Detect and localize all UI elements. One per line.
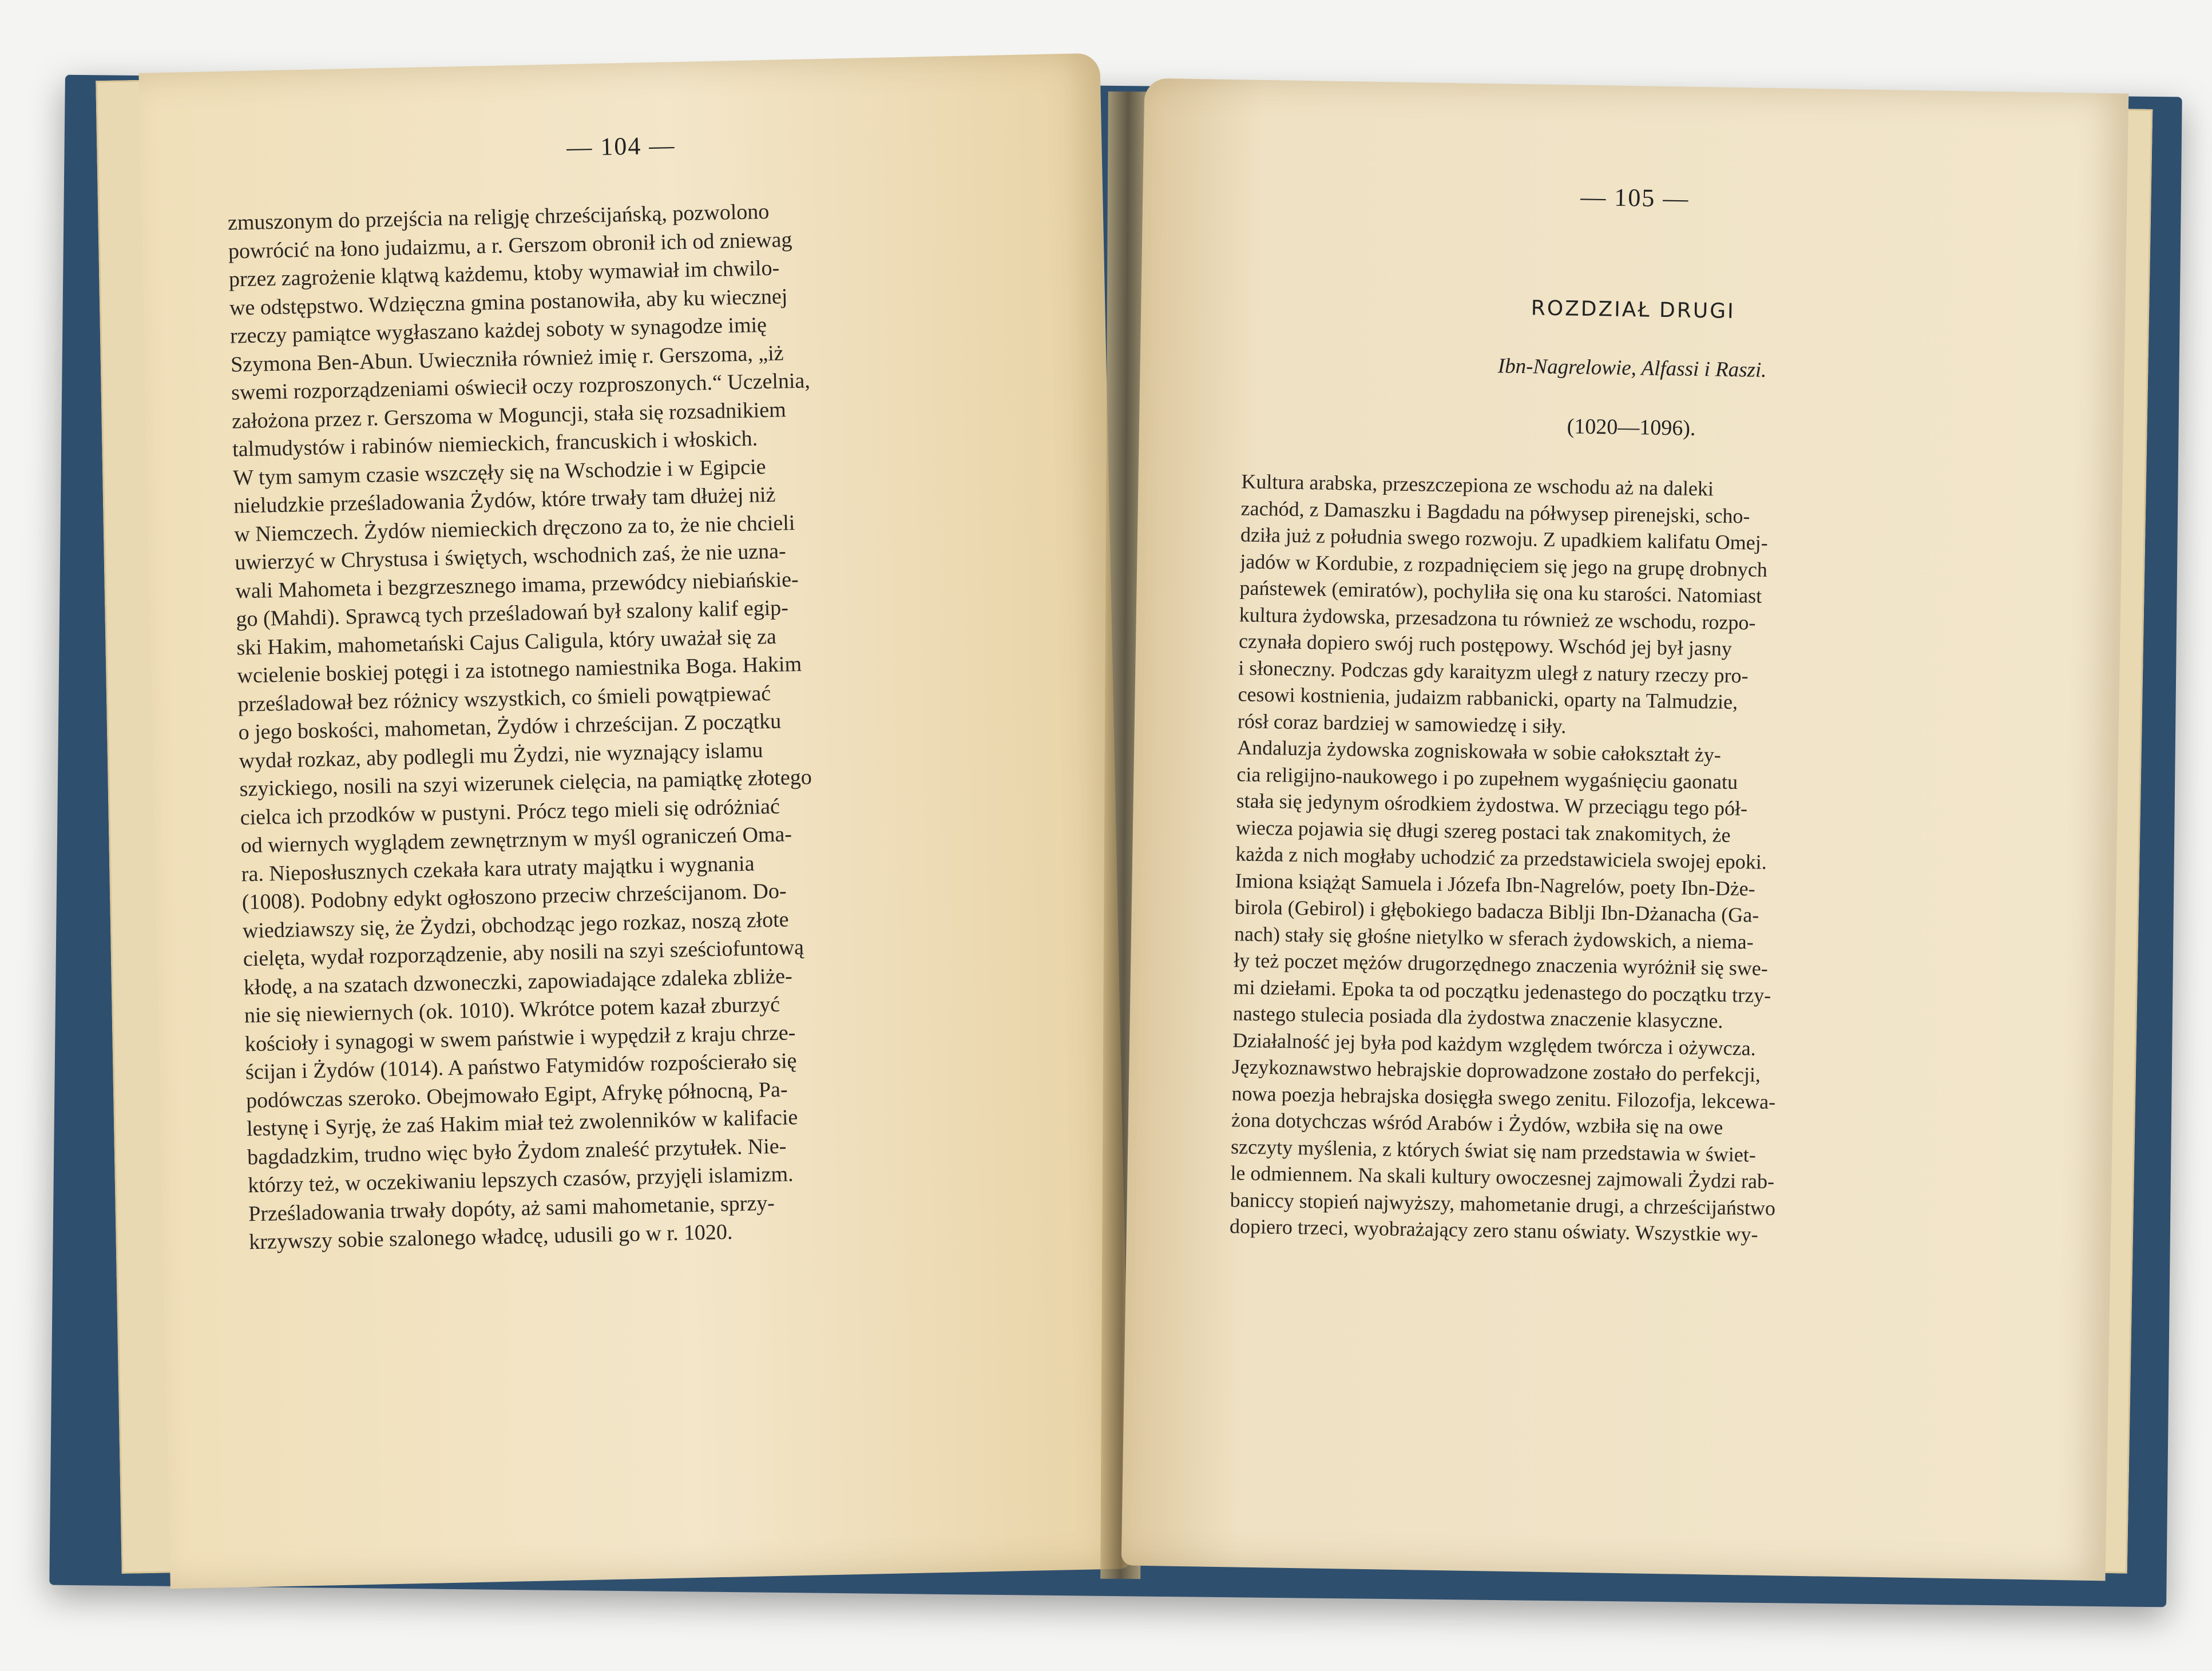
text-line: czynała dopiero swój ruch postępowy. Wschód jej był jasny: [1238, 629, 1733, 660]
text-line: Szymona Ben-Abun. Uwieczniła również imię r. Gerszoma, „iż: [230, 340, 784, 377]
text-line: rzeczy pamiątce wygłaszano każdej soboty w synagodze imię: [229, 312, 767, 348]
text-line: Działalność jej była pod każdym względem twórcza i ożywcza.: [1232, 1028, 1756, 1060]
text-line: cielca ich przodków w pustyni. Prócz tego mieli się odróżniać: [240, 794, 780, 829]
text-line: i słoneczny. Podczas gdy karaityzm uległ z natury rzeczy pro-: [1238, 656, 1749, 687]
text-line: ły też poczet mężów drugorzędnego znaczenia wyróżnił się swe-: [1234, 948, 1769, 980]
text-line: (1008). Podobny edykt ogłoszono przeciw chrześcijanom. Do-: [241, 879, 787, 915]
text-line: we odstępstwo. Wdzięczna gmina postanowiła, aby ku wiecznej: [229, 284, 788, 320]
text-line: wcielenie boskiej potęgi i za istotnego namiestnika Boga. Hakim: [237, 652, 802, 688]
text-line: swemi rozporządzeniami oświecił oczy rozproszonych.“ Uczelnia,: [231, 368, 811, 405]
text-line: nastego stulecia posiada dla żydostwa znaczenie klasyczne.: [1232, 1002, 1723, 1033]
text-line: W tym samym czasie wszczęły się na Wschodzie i w Egipcie: [232, 454, 766, 490]
text-line: ski Hakim, mahometański Cajus Caligula, który uważał się za: [236, 624, 777, 660]
text-line: wydał rozkaz, aby podlegli mu Żydzi, nie wyznający islamu: [239, 737, 763, 773]
text-line: stała się jedynym ośrodkiem żydostwa. W przeciągu tego pół-: [1236, 789, 1748, 820]
text-line: szyickiego, nosili na szyi wizerunek cielęcia, na pamiątkę złotego: [239, 765, 812, 801]
text-line: baniccy stopień najwyższy, mahometanie drugi, a chrześcijaństwo: [1230, 1188, 1776, 1220]
page-body-text: [141, 191, 1124, 1259]
text-line: cielęta, wydał rozporządzenie, aby nosili na szyi sześciofuntową: [243, 935, 804, 971]
page-body-text: [1127, 467, 2123, 1253]
text-line: nie się niewiernych (ok. 1010). Wkrótce potem kazał zburzyć: [244, 992, 780, 1028]
text-line: którzy też, w oczekiwaniu lepszych czasów, przyjęli islamizm.: [247, 1162, 794, 1198]
text-line: cesowi kostnienia, judaizm rabbanicki, oparty na Talmudzie,: [1238, 682, 1738, 714]
text-line: lestynę i Syrję, że zaś Hakim miał też zwolenników w kalifacie: [246, 1105, 798, 1141]
text-line: zmuszonym do przejścia na religję chrześcijańską, pozwolono: [227, 199, 770, 235]
text-line: podówczas szeroko. Obejmowało Egipt, Afrykę północną, Pa-: [245, 1077, 788, 1113]
text-line: wiedziawszy się, że Żydzi, obchodząc jego rozkaz, noszą złote: [242, 907, 789, 943]
text-line: każda z nich mogłaby uchodzić za przedstawiciela swojej epoki.: [1235, 842, 1767, 874]
text-line: od wiernych wyglądem zewnętrznym w myśl ograniczeń Oma-: [240, 822, 792, 858]
text-line: talmudystów i rabinów niemieckich, francuskich i włoskich.: [232, 426, 758, 462]
chapter-subtitle: Ibn-Nagrelowie, Alfassi i Raszi.: [1497, 354, 1767, 382]
text-line: Imiona książąt Samuela i Józefa Ibn-Nagrelów, poety Ibn-Dże-: [1235, 868, 1756, 900]
text-line: go (Mahdi). Sprawcą tych prześladowań był szalony kalif egip-: [236, 596, 789, 632]
text-line: krzywszy sobie szalonego władcę, udusili go w r. 1020.: [248, 1220, 733, 1255]
text-line: uwierzyć w Chrystusa i świętych, wschodnich zaś, że nie uzna-: [234, 539, 787, 575]
text-line: zachód, z Damaszku i Bagdadu na półwysep pirenejski, scho-: [1240, 496, 1750, 527]
text-line: cia religijno-naukowego i po zupełnem wygaśnięciu gaonatu: [1236, 762, 1738, 793]
text-line: Językoznawstwo hebrajskie doprowadzone zostało do perfekcji,: [1232, 1055, 1761, 1086]
text-line: szczyty myślenia, z których świat się nam przedstawia w świet-: [1230, 1134, 1757, 1166]
right-page: [1121, 78, 2129, 1581]
text-line: wali Mahometa i bezgrzesznego imama, przewódcy niebiańskie-: [235, 567, 799, 604]
text-line: dziła już z południa swego rozwoju. Z upadkiem kalifatu Omej-: [1240, 523, 1768, 554]
text-line: bagdadzkim, trudno więc było Żydom znaleść przytułek. Nie-: [247, 1134, 787, 1169]
text-line: powrócić na łono judaizmu, a r. Gerszom obronił ich od zniewag: [228, 227, 792, 264]
text-line: państewek (emiratów), pochyliła się ona ku starości. Natomiast: [1239, 576, 1762, 608]
text-line: Prześladowania trwały dopóty, aż sami mahometanie, sprzy-: [248, 1190, 775, 1226]
page-number: — 104 —: [566, 131, 676, 162]
text-line: ścijan i Żydów (1014). A państwo Fatymidów rozpościerało się: [245, 1049, 797, 1085]
text-line: rósł coraz bardziej w samowiedzę i siły.: [1237, 709, 1567, 737]
page-number: — 105 —: [1580, 182, 1690, 213]
text-line: nowa poezja hebrajska dosięgła swego zenitu. Filozofja, lekcewa-: [1231, 1081, 1776, 1113]
text-line: Andaluzja żydowska zogniskowała w sobie całokształt ży-: [1236, 736, 1722, 767]
text-line: ra. Nieposłusznych czekała kara utraty majątku i wygnania: [241, 851, 755, 886]
text-line: nach) stały się głośne nietylko w sferach żydowskich, a niema-: [1234, 922, 1754, 954]
chapter-years: (1020—1096).: [1567, 414, 1696, 440]
text-line: mi dziełami. Epoka ta od początku jedenastego do początku trzy-: [1233, 975, 1771, 1007]
text-line: birola (Gebirol) i głębokiego badacza Biblji Ibn-Dżanacha (Ga-: [1234, 895, 1759, 927]
text-line: kościoły i synagogi w swem państwie i wypędził z kraju chrze-: [244, 1020, 796, 1056]
text-line: założona przez r. Gerszoma w Moguncji, stała się rozsadnikiem: [231, 397, 787, 434]
text-line: o jego boskości, mahometan, Żydów i chrześcijan. Z początku: [238, 709, 782, 745]
text-line: żona dotychczas wśród Arabów i Żydów, wzbiła się na owe: [1231, 1108, 1723, 1139]
text-line: dopiero trzeci, wyobrażający zero stanu oświaty. Wszystkie wy-: [1229, 1214, 1758, 1246]
text-line: le odmiennem. Na skali kultury owoczesnej zajmowali Żydzi rab-: [1230, 1161, 1775, 1193]
text-line: Kultura arabska, przeszczepiona ze wschodu aż na daleki: [1241, 470, 1714, 501]
text-line: jadów w Kordubie, z rozpadnięciem się jego na grupę drobnych: [1239, 549, 1768, 581]
text-line: nieludzkie prześladowania Żydów, które trwały tam dłużej niż: [233, 482, 776, 518]
text-line: wiecza pojawia się długi szereg postaci tak znakomitych, że: [1235, 815, 1731, 847]
left-page: [138, 53, 1131, 1589]
text-line: kłodę, a na szatach dzwoneczki, zapowiadające zdaleka zbliże-: [243, 963, 793, 999]
chapter-title: ROZDZIAŁ DRUGI: [1531, 296, 1736, 323]
text-line: kultura żydowska, przesadzona tu również ze wschodu, rozpo-: [1239, 602, 1756, 634]
text-line: przez zagrożenie klątwą każdemu, ktoby wymawiał im chwilo-: [228, 256, 780, 292]
text-line: prześladował bez różnicy wszystkich, co śmieli powątpiewać: [237, 681, 771, 716]
text-line: w Niemczech. Żydów niemieckich dręczono za to, że nie chcieli: [233, 510, 795, 547]
